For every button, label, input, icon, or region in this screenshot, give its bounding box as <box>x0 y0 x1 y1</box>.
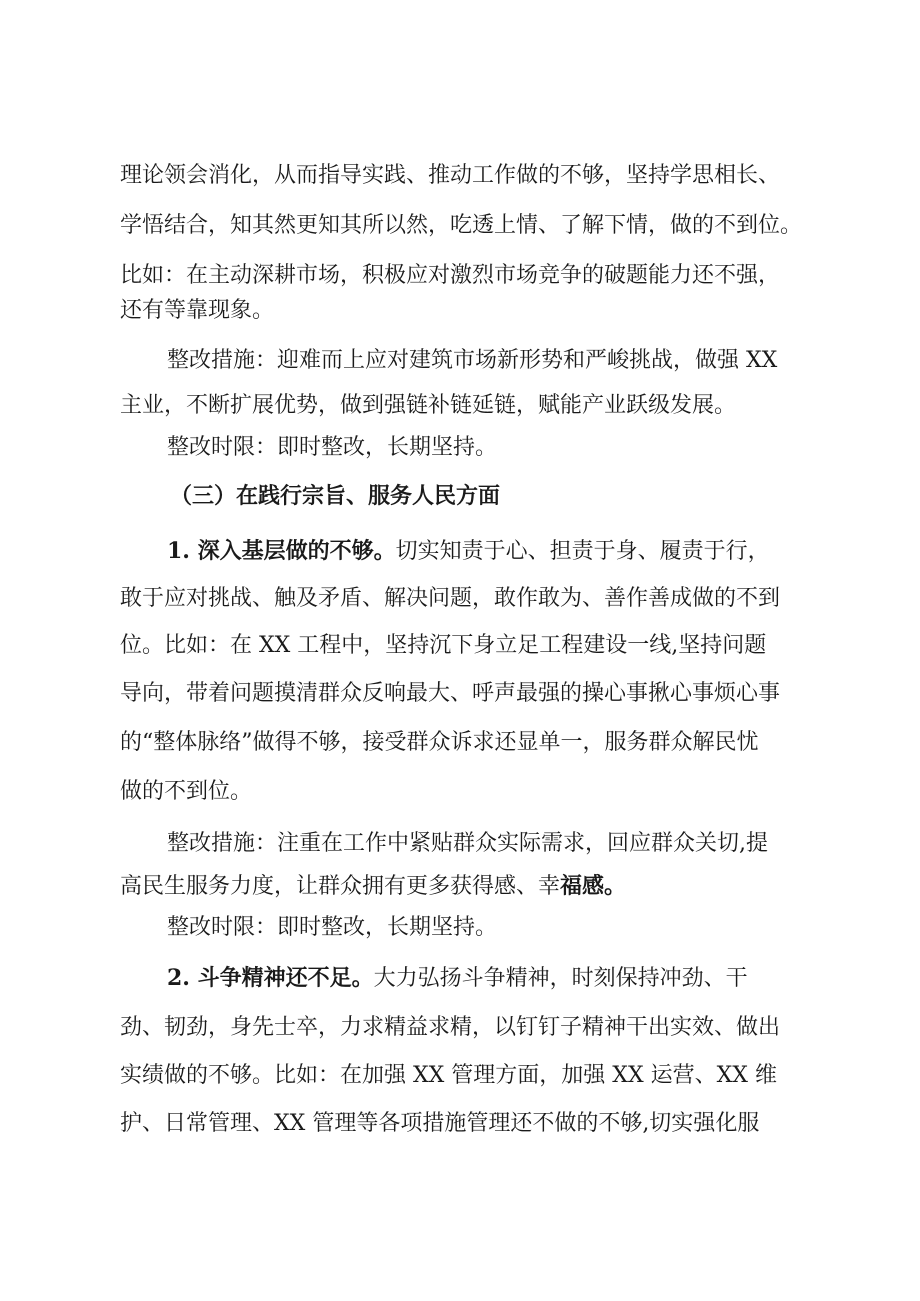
item-heading-line <box>167 535 770 568</box>
paragraph-line: 导向，带着问题摸清群众反响最大、呼声最强的操心事揪心事烦心事 <box>120 681 781 706</box>
item-title: 2. 斗争精神还不足。 <box>167 965 374 991</box>
paragraph-line: 学悟结合，知其然更知其所以然，吃透上情、了解下情，做的不到位。 <box>120 213 803 238</box>
text-run: 高民生服务力度，让群众拥有更多获得感、幸 <box>120 874 561 899</box>
item-text: 大力弘扬斗争精神，时刻保持冲劲、干 <box>373 966 748 991</box>
rectification-deadline-line: 整改时限：即时整改，长期坚持。 <box>167 435 498 460</box>
paragraph-line: 主业，不断扩展优势，做到强链补链延链，赋能产业跃级发展。 <box>120 393 737 418</box>
paragraph-line: 的“整体脉络”做得不够，接受群众诉求还显单一，服务群众解民忧 <box>120 730 759 755</box>
paragraph-line: 还有等靠现象。 <box>120 298 275 323</box>
section-heading: （三）在践行宗旨、服务人民方面 <box>170 483 501 509</box>
paragraph-line: 实绩做的不够。比如：在加强 XX 管理方面，加强 XX 运营、XX 维 <box>120 1063 777 1088</box>
paragraph-line: 理论领会消化，从而指导实践、推动工作做的不够，坚持学思相长、 <box>120 163 781 188</box>
paragraph-line: 护、日常管理、XX 管理等各项措施管理还不做的不够,切实强化服 <box>120 1111 760 1136</box>
paragraph-line: 位。比如：在 XX 工程中，坚持沉下身立足工程建设一线,坚持问题 <box>120 633 767 658</box>
rectification-measures-line: 整改措施：迎难而上应对建筑市场新形势和严峻挑战，做强 XX <box>167 348 778 373</box>
paragraph-line: 比如：在主动深耕市场，积极应对激烈市场竞争的破题能力还不强， <box>120 263 781 288</box>
item-text: 切实知责于心、担责于身、履责于行， <box>395 539 770 564</box>
paragraph-line: 劲、韧劲，身先士卒，力求精益求精，以钉钉子精神干出实效、做出 <box>120 1015 781 1040</box>
item-heading-line <box>167 962 748 995</box>
item-title: 1. 深入基层做的不够。 <box>167 538 396 564</box>
rectification-deadline-line: 整改时限：即时整改，长期坚持。 <box>167 915 498 940</box>
bold-text-run: 福感。 <box>560 873 627 899</box>
paragraph-line: 做的不到位。 <box>120 779 253 804</box>
rectification-measures-line: 整改措施：注重在工作中紧贴群众实际需求，回应群众关切,提 <box>167 831 768 856</box>
paragraph-line: 敢于应对挑战、触及矛盾、解决问题，敢作敢为、善作善成做的不到 <box>120 586 781 611</box>
paragraph-line <box>120 870 626 903</box>
